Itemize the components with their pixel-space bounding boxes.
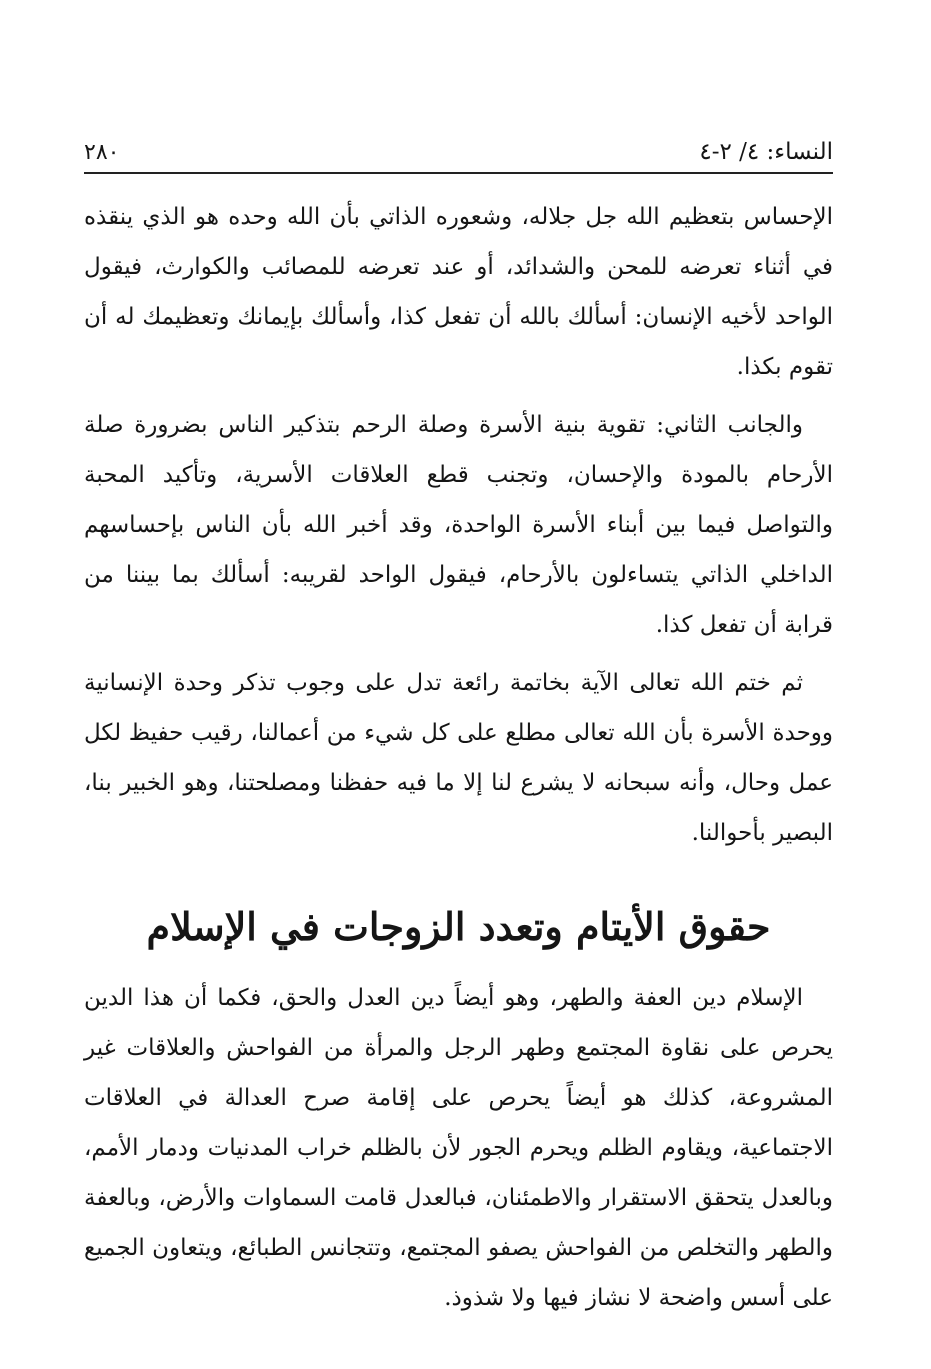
paragraph-continuation: الإحساس بتعظيم الله جل جلاله، وشعوره الذاتي بأن الله وحده هو الذي ينقذه في أثناء تعرضه للمحن والشدائد، أو عند تعرضه للمصائب والكوارث، فيقول الواحد لأخيه الإنسان: أسألك بالله أن تفعل كذا، وأسألك بإيمانك وتعظيمك له أن تقوم بكذا. <box>84 204 833 380</box>
body-text <box>84 192 833 1323</box>
page-number: ٢٨٠ <box>84 140 120 165</box>
chapter-reference: النساء: ٤/ ٢-٤ <box>699 139 833 165</box>
section-heading: حقوق الأيتام وتعدد الزوجات في الإسلام <box>146 904 771 949</box>
paragraph-second-aspect: والجانب الثاني: تقوية بنية الأسرة وصلة الرحم بتذكير الناس بضرورة صلة الأرحام بالمودة والإحسان، وتجنب قطع العلاقات الأسرية، وتأكيد المحبة والتواصل فيما بين أبناء الأسرة الواحدة، وقد أخبر الله بأن الناس بإحساسهم الداخلي الذاتي يتساءلون بالأرحام، فيقول الواحد لقريبه: أسألك بما بيننا من قرابة أن تفعل كذا. <box>84 412 833 638</box>
running-header <box>84 126 833 174</box>
paragraph-verse-conclusion: ثم ختم الله تعالى الآية بخاتمة رائعة تدل على وجوب تذكر وحدة الإنسانية ووحدة الأسرة بأن الله تعالى مطلع على كل شيء من أعمالنا، رقيب حفيظ لكل عمل وحال، وأنه سبحانه لا يشرع لنا إلا ما فيه حفظنا ومصلحتنا، وهو الخبير بنا، البصير بأحوالنا. <box>84 670 834 846</box>
paragraph-section-intro: الإسلام دين العفة والطهر، وهو أيضاً دين العدل والحق، فكما أن هذا الدين يحرص على نقاوة المجتمع وطهر الرجل والمرأة من الفواحش والعلاقات غير المشروعة، كذلك هو أيضاً يحرص على إقامة صرح العدالة في العلاقات الاجتماعية، ويقاوم الظلم ويحرم الجور لأن بالظلم خراب المدنيات ودمار الأمم، وبالعدل يتحقق الاستقرار والاطمئنان، فبالعدل قامت السماوات والأرض، وبالعفة والطهر والتخلص من الفواحش يصفو المجتمع، وتتجانس الطبائع، ويتعاون الجميع على أسس واضحة لا نشاز فيها ولا شذوذ. <box>84 985 833 1312</box>
book-page <box>84 126 833 1331</box>
